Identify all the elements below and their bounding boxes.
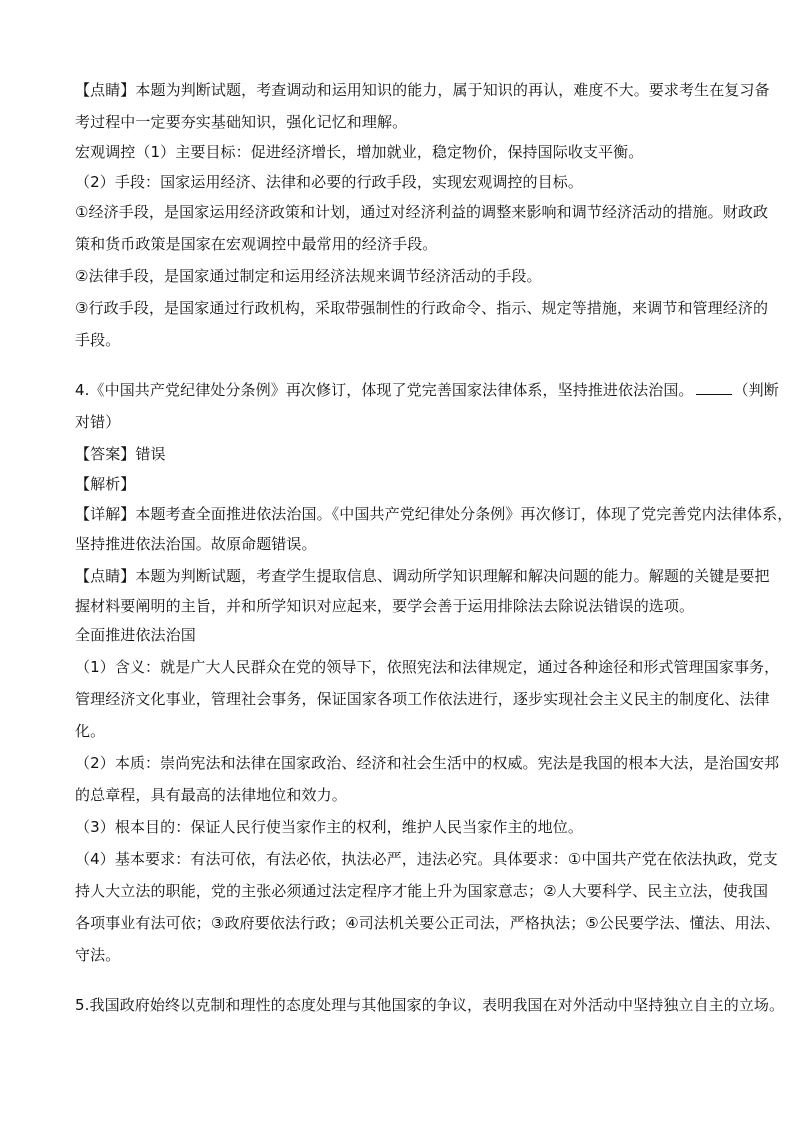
answer: 【答案】错误 [75,445,166,463]
essence-point: 的总章程，具有最高的法律地位和效力。 [75,786,347,804]
comment-line: 【点睛】本题为判断试题，考查调动和运用知识的能力，属于知识的再认，难度不大。要求考生在复习备 [75,81,770,99]
question-4-stem: 4.《中国共产党纪律处分条例》再次修订，体现了党完善国家法律体系，坚持推进依法治国。 （判断 [75,381,779,399]
economic-means: 策和货币政策是国家在宏观调控中最常用的经济手段。 [75,235,438,253]
meaning-point: 管理经济文化事业，管理社会事务，保证国家各项工作依法进行，逐步实现社会主义民主的制度化、法律 [75,690,770,708]
essence-point: （2）本质：崇尚宪法和法律在国家政治、经济和社会生活中的权威。宪法是我国的根本大法，是治国安邦 [75,754,780,772]
economic-means: ①经济手段，是国家运用经济政策和计划，通过对经济利益的调整来影响和调节经济活动的措施。财政政 [75,203,769,221]
comment-line: 考过程中一定要夯实基础知识，强化记忆和理解。 [75,113,408,131]
macro-means: （2）手段：国家运用经济、法律和必要的行政手段，实现宏观调控的目标。 [75,173,583,191]
meaning-point: 化。 [75,722,106,740]
requirements-point: 守法。 [75,946,121,964]
question-5-stem: 5.我国政府始终以克制和理性的态度处理与其他国家的争议，表明我国在对外活动中坚持独立自主的立场。 [75,996,785,1014]
detail-line: 坚持推进依法治国。故原命题错误。 [75,535,317,553]
macro-goal: 宏观调控（1）主要目标：促进经济增长，增加就业，稳定物价，保持国际收支平衡。 [75,143,644,161]
question-4-stem: 对错） [75,413,121,431]
admin-means: 手段。 [75,331,121,349]
legal-means: ②法律手段，是国家通过制定和运用经济法规来调节经济活动的手段。 [75,267,542,285]
analysis-heading: 【解析】 [75,475,136,493]
admin-means: ③行政手段，是国家通过行政机构，采取带强制性的行政命令、指示、规定等措施，来调节和管理经济的 [75,299,769,317]
requirements-point: 各项事业有法可依；③政府要依法行政；④司法机关要公正司法，严格执法；⑤公民要学法、懂法、用法、 [75,914,781,932]
requirements-point: 持人大立法的职能，党的主张必须通过法定程序才能上升为国家意志；②人大要科学、民主立法，使我国 [75,882,769,900]
document-page [75,78,793,1017]
comment-line: 【点睛】本题为判断试题，考查学生提取信息、调动所学知识理解和解决问题的能力。解题的关键是要把 [75,567,770,585]
meaning-point: （1）含义：就是广大人民群众在党的领导下，依照宪法和法律规定，通过各种途径和形式管理国家事务， [75,658,780,676]
comment-line: 握材料要阐明的主旨，并和所学知识对应起来，要学会善于运用排除法去除说法错误的选项。 [75,597,695,615]
requirements-point: （4）基本要求：有法可依，有法必依，执法必严，违法必究。具体要求：①中国共产党在依法执政，党支 [75,850,778,868]
topic-heading: 全面推进依法治国 [75,626,196,644]
purpose-point: （3）根本目的：保证人民行使当家作主的权利，维护人民当家作主的地位。 [75,818,583,836]
detail-line: 【详解】本题考查全面推进依法治国。《中国共产党纪律处分条例》再次修订，体现了党完善党内法律体系， [75,505,793,523]
answer-blank [696,380,732,395]
